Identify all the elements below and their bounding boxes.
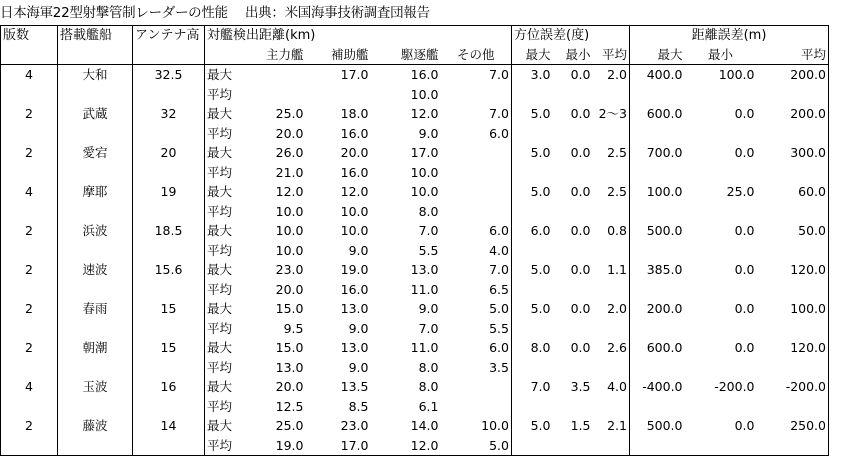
- max-label: 最大: [207, 379, 233, 394]
- detect-destroyer-avg: 10.0: [410, 86, 439, 102]
- header-bearing-error: 方位誤差(度): [512, 26, 630, 46]
- detect-capital-avg: 20.0: [275, 125, 304, 141]
- bearing-min-cell: 0.0: [570, 262, 591, 277]
- max-label: 最大: [207, 301, 233, 316]
- range-avg-cell: 120.0: [757, 260, 829, 299]
- bearing-max-cell: 5.0: [530, 145, 551, 160]
- bearing-max-cell: 6.0: [530, 223, 551, 238]
- header-antenna: アンテナ高: [133, 26, 205, 46]
- detect-auxiliary-avg: 9.0: [348, 320, 369, 336]
- bearing-min-cell: 1.5: [553, 416, 593, 456]
- max-label: 最大: [207, 106, 233, 121]
- version-cell: 4: [1, 65, 58, 105]
- avg-label: 平均: [207, 242, 233, 258]
- avg-label: 平均: [207, 281, 233, 297]
- range-avg-cell: 200.0: [757, 104, 829, 143]
- bearing-max-cell: 5.0: [530, 106, 551, 121]
- detect-capital-avg: 13.0: [275, 359, 304, 375]
- detect-auxiliary-avg: 16.0: [340, 164, 369, 180]
- ship-name-cell: 摩耶: [58, 182, 133, 221]
- version-cell: 2: [1, 299, 58, 338]
- max-label: 最大: [207, 184, 233, 199]
- detect-auxiliary-max: 20.0: [340, 145, 369, 160]
- bearing-min-cell: 0.0: [570, 184, 591, 199]
- table-row: [1, 221, 829, 241]
- detect-destroyer-max: 8.0: [418, 379, 439, 394]
- detect-other-avg: 6.0: [441, 124, 512, 144]
- bearing-avg-cell: 2.1: [593, 416, 630, 456]
- antenna-height-cell: 32.5: [133, 65, 205, 105]
- detect-capital-avg: 19.0: [235, 436, 306, 456]
- bearing-max-cell: 3.0: [530, 67, 551, 82]
- antenna-height-cell: 18.5: [133, 221, 205, 260]
- bearing-min-cell: 3.5: [570, 379, 591, 394]
- header-bearing-min: 最小: [553, 45, 593, 65]
- detect-auxiliary-max: 13.0: [340, 301, 369, 316]
- version-cell: 2: [1, 104, 58, 143]
- detect-auxiliary-avg: [306, 85, 371, 105]
- bearing-min-cell: 0.0: [570, 67, 591, 82]
- version-cell: 2: [1, 221, 58, 260]
- range-min-cell: 25.0: [726, 184, 755, 199]
- detect-capital-avg: 10.0: [275, 203, 304, 219]
- range-max-cell: 500.0: [630, 416, 685, 456]
- header-bearing-avg: 平均: [593, 45, 630, 65]
- range-max-cell: 400.0: [646, 67, 683, 82]
- detect-destroyer-max: 17.0: [410, 145, 439, 160]
- avg-label: 平均: [205, 436, 235, 456]
- detect-auxiliary-avg: 16.0: [340, 125, 369, 141]
- header-capital-ship: 主力艦: [235, 45, 306, 65]
- version-cell: 4: [1, 182, 58, 221]
- header-auxiliary: 補助艦: [306, 45, 371, 65]
- table-row: [1, 338, 829, 358]
- range-avg-cell: 100.0: [757, 299, 829, 338]
- antenna-height-cell: 15: [133, 338, 205, 377]
- range-max-cell: 600.0: [646, 106, 683, 121]
- detect-capital-avg: 12.5: [275, 398, 304, 414]
- detect-capital-max: 26.0: [275, 145, 304, 160]
- range-min-cell: 0.0: [685, 416, 757, 456]
- version-cell: 2: [1, 416, 58, 456]
- antenna-height-cell: 16: [133, 377, 205, 416]
- ship-name-cell: 藤波: [58, 416, 133, 456]
- detect-other-max: 6.0: [441, 221, 512, 241]
- range-avg-cell: -200.0: [757, 377, 829, 416]
- detect-other-avg: [441, 85, 512, 105]
- antenna-height-cell: 14: [133, 416, 205, 456]
- detect-other-avg: 4.0: [441, 241, 512, 261]
- ship-name-cell: 朝潮: [58, 338, 133, 377]
- range-max-cell: 385.0: [646, 262, 683, 277]
- version-cell: 4: [1, 377, 58, 416]
- detect-capital-max: 25.0: [275, 418, 304, 433]
- range-avg-cell: 200.0: [757, 65, 829, 105]
- max-label: 最大: [207, 418, 233, 433]
- antenna-height-cell: 20: [133, 143, 205, 182]
- bearing-avg-cell: 2.5: [593, 182, 630, 221]
- header-destroyer: 駆逐艦: [371, 45, 441, 65]
- detect-capital-max: 10.0: [275, 223, 304, 238]
- detect-capital-avg: 9.5: [283, 320, 304, 336]
- header-bearing-max: 最大: [512, 45, 553, 65]
- range-max-cell: -400.0: [642, 379, 683, 394]
- avg-label: 平均: [207, 398, 233, 414]
- bearing-max-cell: 5.0: [530, 301, 551, 316]
- detect-capital-max: 15.0: [275, 340, 304, 355]
- detect-destroyer-avg: 12.0: [371, 436, 441, 456]
- detect-capital-max: 25.0: [275, 106, 304, 121]
- detect-other-max: 5.0: [441, 299, 512, 319]
- ship-name-cell: 武蔵: [58, 104, 133, 143]
- table-row: [1, 104, 829, 124]
- table-row: [1, 182, 829, 202]
- table-row: [1, 299, 829, 319]
- detect-destroyer-max: 14.0: [410, 418, 439, 433]
- antenna-height-cell: 15.6: [133, 260, 205, 299]
- detect-destroyer-avg: 9.0: [418, 125, 439, 141]
- table-body: [1, 65, 829, 456]
- bearing-min-cell: 0.0: [570, 223, 591, 238]
- antenna-height-cell: 15: [133, 299, 205, 338]
- ship-name-cell: 春雨: [58, 299, 133, 338]
- version-cell: 2: [1, 143, 58, 182]
- range-min-cell: 0.0: [734, 301, 755, 316]
- bearing-max-cell: 5.0: [530, 262, 551, 277]
- detect-other-avg: [441, 397, 512, 417]
- ship-name-cell: 速波: [58, 260, 133, 299]
- range-max-cell: 100.0: [646, 184, 683, 199]
- range-max-cell: 500.0: [646, 223, 683, 238]
- range-min-cell: 0.0: [734, 106, 755, 121]
- header-range-avg: 平均: [757, 45, 829, 65]
- table-row: [1, 65, 829, 85]
- detect-other-max: [441, 182, 512, 202]
- table-row: [1, 377, 829, 397]
- range-min-cell: 0.0: [734, 262, 755, 277]
- version-cell: 2: [1, 260, 58, 299]
- header-ship: 搭載艦船: [58, 26, 133, 46]
- detect-destroyer-max: 12.0: [410, 106, 439, 121]
- range-avg-cell: 300.0: [757, 143, 829, 182]
- detect-other-max: 7.0: [441, 104, 512, 124]
- detect-auxiliary-max: 13.5: [340, 379, 369, 394]
- detect-destroyer-max: 13.0: [410, 262, 439, 277]
- detect-capital-max: 15.0: [275, 301, 304, 316]
- avg-label: 平均: [207, 359, 233, 375]
- bearing-min-cell: 0.0: [570, 145, 591, 160]
- range-max-cell: 200.0: [646, 301, 683, 316]
- detect-other-max: [441, 143, 512, 163]
- range-avg-cell: 60.0: [757, 182, 829, 221]
- detect-auxiliary-max: 12.0: [340, 184, 369, 199]
- bearing-avg-cell: 2～3: [593, 104, 630, 143]
- avg-label: 平均: [207, 164, 233, 180]
- table-row: [1, 260, 829, 280]
- range-avg-cell: 120.0: [757, 338, 829, 377]
- table-row: [1, 143, 829, 163]
- max-label: 最大: [207, 262, 233, 277]
- bearing-avg-cell: 2.0: [593, 299, 630, 338]
- detect-destroyer-avg: 7.0: [418, 320, 439, 336]
- ship-name-cell: 愛宕: [58, 143, 133, 182]
- performance-table: [0, 25, 829, 456]
- detect-other-max: 6.0: [441, 338, 512, 358]
- detect-destroyer-max: 16.0: [410, 67, 439, 82]
- bearing-max-cell: 5.0: [512, 416, 553, 456]
- detect-other-max: 7.0: [441, 260, 512, 280]
- detect-capital-max: 20.0: [275, 379, 304, 394]
- detect-auxiliary-max: 13.0: [340, 340, 369, 355]
- header-range-min: 最小: [685, 45, 757, 65]
- detect-other-max: 7.0: [441, 65, 512, 85]
- range-min-cell: 0.0: [734, 340, 755, 355]
- detect-auxiliary-max: 18.0: [340, 106, 369, 121]
- antenna-height-cell: 32: [133, 104, 205, 143]
- bearing-avg-cell: 2.5: [593, 143, 630, 182]
- detect-destroyer-max: 9.0: [418, 301, 439, 316]
- avg-label: 平均: [207, 203, 233, 219]
- ship-name-cell: 玉波: [58, 377, 133, 416]
- avg-label: 平均: [207, 320, 233, 336]
- range-avg-cell: 50.0: [757, 221, 829, 260]
- detect-other-avg: [441, 202, 512, 222]
- detect-destroyer-avg: 8.0: [418, 203, 439, 219]
- bearing-avg-cell: 0.8: [593, 221, 630, 260]
- detect-other-max: 10.0: [441, 416, 512, 436]
- detect-destroyer-max: 7.0: [418, 223, 439, 238]
- detect-destroyer-max: 11.0: [410, 340, 439, 355]
- detect-auxiliary-avg: 10.0: [340, 203, 369, 219]
- page-title: 日本海軍22型射撃管制レーダーの性能 出典：米国海事技術調査団報告: [0, 5, 430, 21]
- detect-destroyer-avg: 6.1: [418, 398, 439, 414]
- detect-capital-avg: 10.0: [275, 242, 304, 258]
- bearing-min-cell: 0.0: [570, 301, 591, 316]
- range-min-cell: 0.0: [734, 145, 755, 160]
- detect-destroyer-avg: 11.0: [410, 281, 439, 297]
- range-max-cell: 700.0: [646, 145, 683, 160]
- bearing-max-cell: 7.0: [530, 379, 551, 394]
- detect-capital-max: 23.0: [275, 262, 304, 277]
- header-range-error: 距離誤差(m): [630, 26, 829, 46]
- table-row: [1, 416, 829, 436]
- ship-name-cell: 浜波: [58, 221, 133, 260]
- detect-auxiliary-avg: 8.5: [348, 398, 369, 414]
- detect-auxiliary-max: 17.0: [340, 67, 369, 82]
- range-min-cell: -200.0: [714, 379, 755, 394]
- detect-other-avg: [441, 163, 512, 183]
- bearing-max-cell: 5.0: [530, 184, 551, 199]
- bearing-avg-cell: 1.1: [593, 260, 630, 299]
- bearing-avg-cell: 2.0: [593, 65, 630, 105]
- bearing-min-cell: 0.0: [570, 340, 591, 355]
- detect-other-max: [441, 377, 512, 397]
- detect-other-avg: 6.5: [441, 280, 512, 300]
- avg-label: 平均: [207, 125, 233, 141]
- detect-auxiliary-avg: 9.0: [348, 242, 369, 258]
- avg-label: 平均: [207, 86, 233, 102]
- detect-capital-avg: 21.0: [275, 164, 304, 180]
- header-range-max: 最大: [630, 45, 685, 65]
- detect-capital-avg: [235, 85, 306, 105]
- detect-destroyer-avg: 8.0: [418, 359, 439, 375]
- version-cell: 2: [1, 338, 58, 377]
- detect-other-avg: 5.5: [441, 319, 512, 339]
- range-min-cell: 0.0: [734, 223, 755, 238]
- detect-auxiliary-avg: 16.0: [340, 281, 369, 297]
- detect-other-avg: 5.0: [441, 436, 512, 456]
- max-label: 最大: [207, 145, 233, 160]
- max-label: 最大: [207, 223, 233, 238]
- detect-destroyer-max: 10.0: [410, 184, 439, 199]
- antenna-height-cell: 19: [133, 182, 205, 221]
- detect-other-avg: 3.5: [441, 358, 512, 378]
- detect-auxiliary-avg: 17.0: [306, 436, 371, 456]
- detect-capital-max: [235, 65, 306, 85]
- range-max-cell: 600.0: [646, 340, 683, 355]
- max-label: 最大: [207, 340, 233, 355]
- ship-name-cell: 大和: [58, 65, 133, 105]
- detect-destroyer-avg: 5.5: [418, 242, 439, 258]
- bearing-avg-cell: 2.6: [593, 338, 630, 377]
- detect-auxiliary-avg: 9.0: [348, 359, 369, 375]
- header-other: その他: [441, 45, 512, 65]
- range-avg-cell: 250.0: [757, 416, 829, 456]
- detect-auxiliary-max: 19.0: [340, 262, 369, 277]
- range-min-cell: 100.0: [718, 67, 755, 82]
- detect-auxiliary-max: 10.0: [340, 223, 369, 238]
- bearing-min-cell: 0.0: [570, 106, 591, 121]
- max-label: 最大: [207, 67, 233, 82]
- detect-capital-avg: 20.0: [275, 281, 304, 297]
- detect-destroyer-avg: 10.0: [410, 164, 439, 180]
- detect-capital-max: 12.0: [275, 184, 304, 199]
- bearing-max-cell: 8.0: [530, 340, 551, 355]
- header-version: 版数: [1, 26, 58, 46]
- bearing-avg-cell: 4.0: [593, 377, 630, 416]
- detect-auxiliary-max: 23.0: [340, 418, 369, 433]
- header-detection-range: 対艦検出距離(km): [205, 26, 512, 46]
